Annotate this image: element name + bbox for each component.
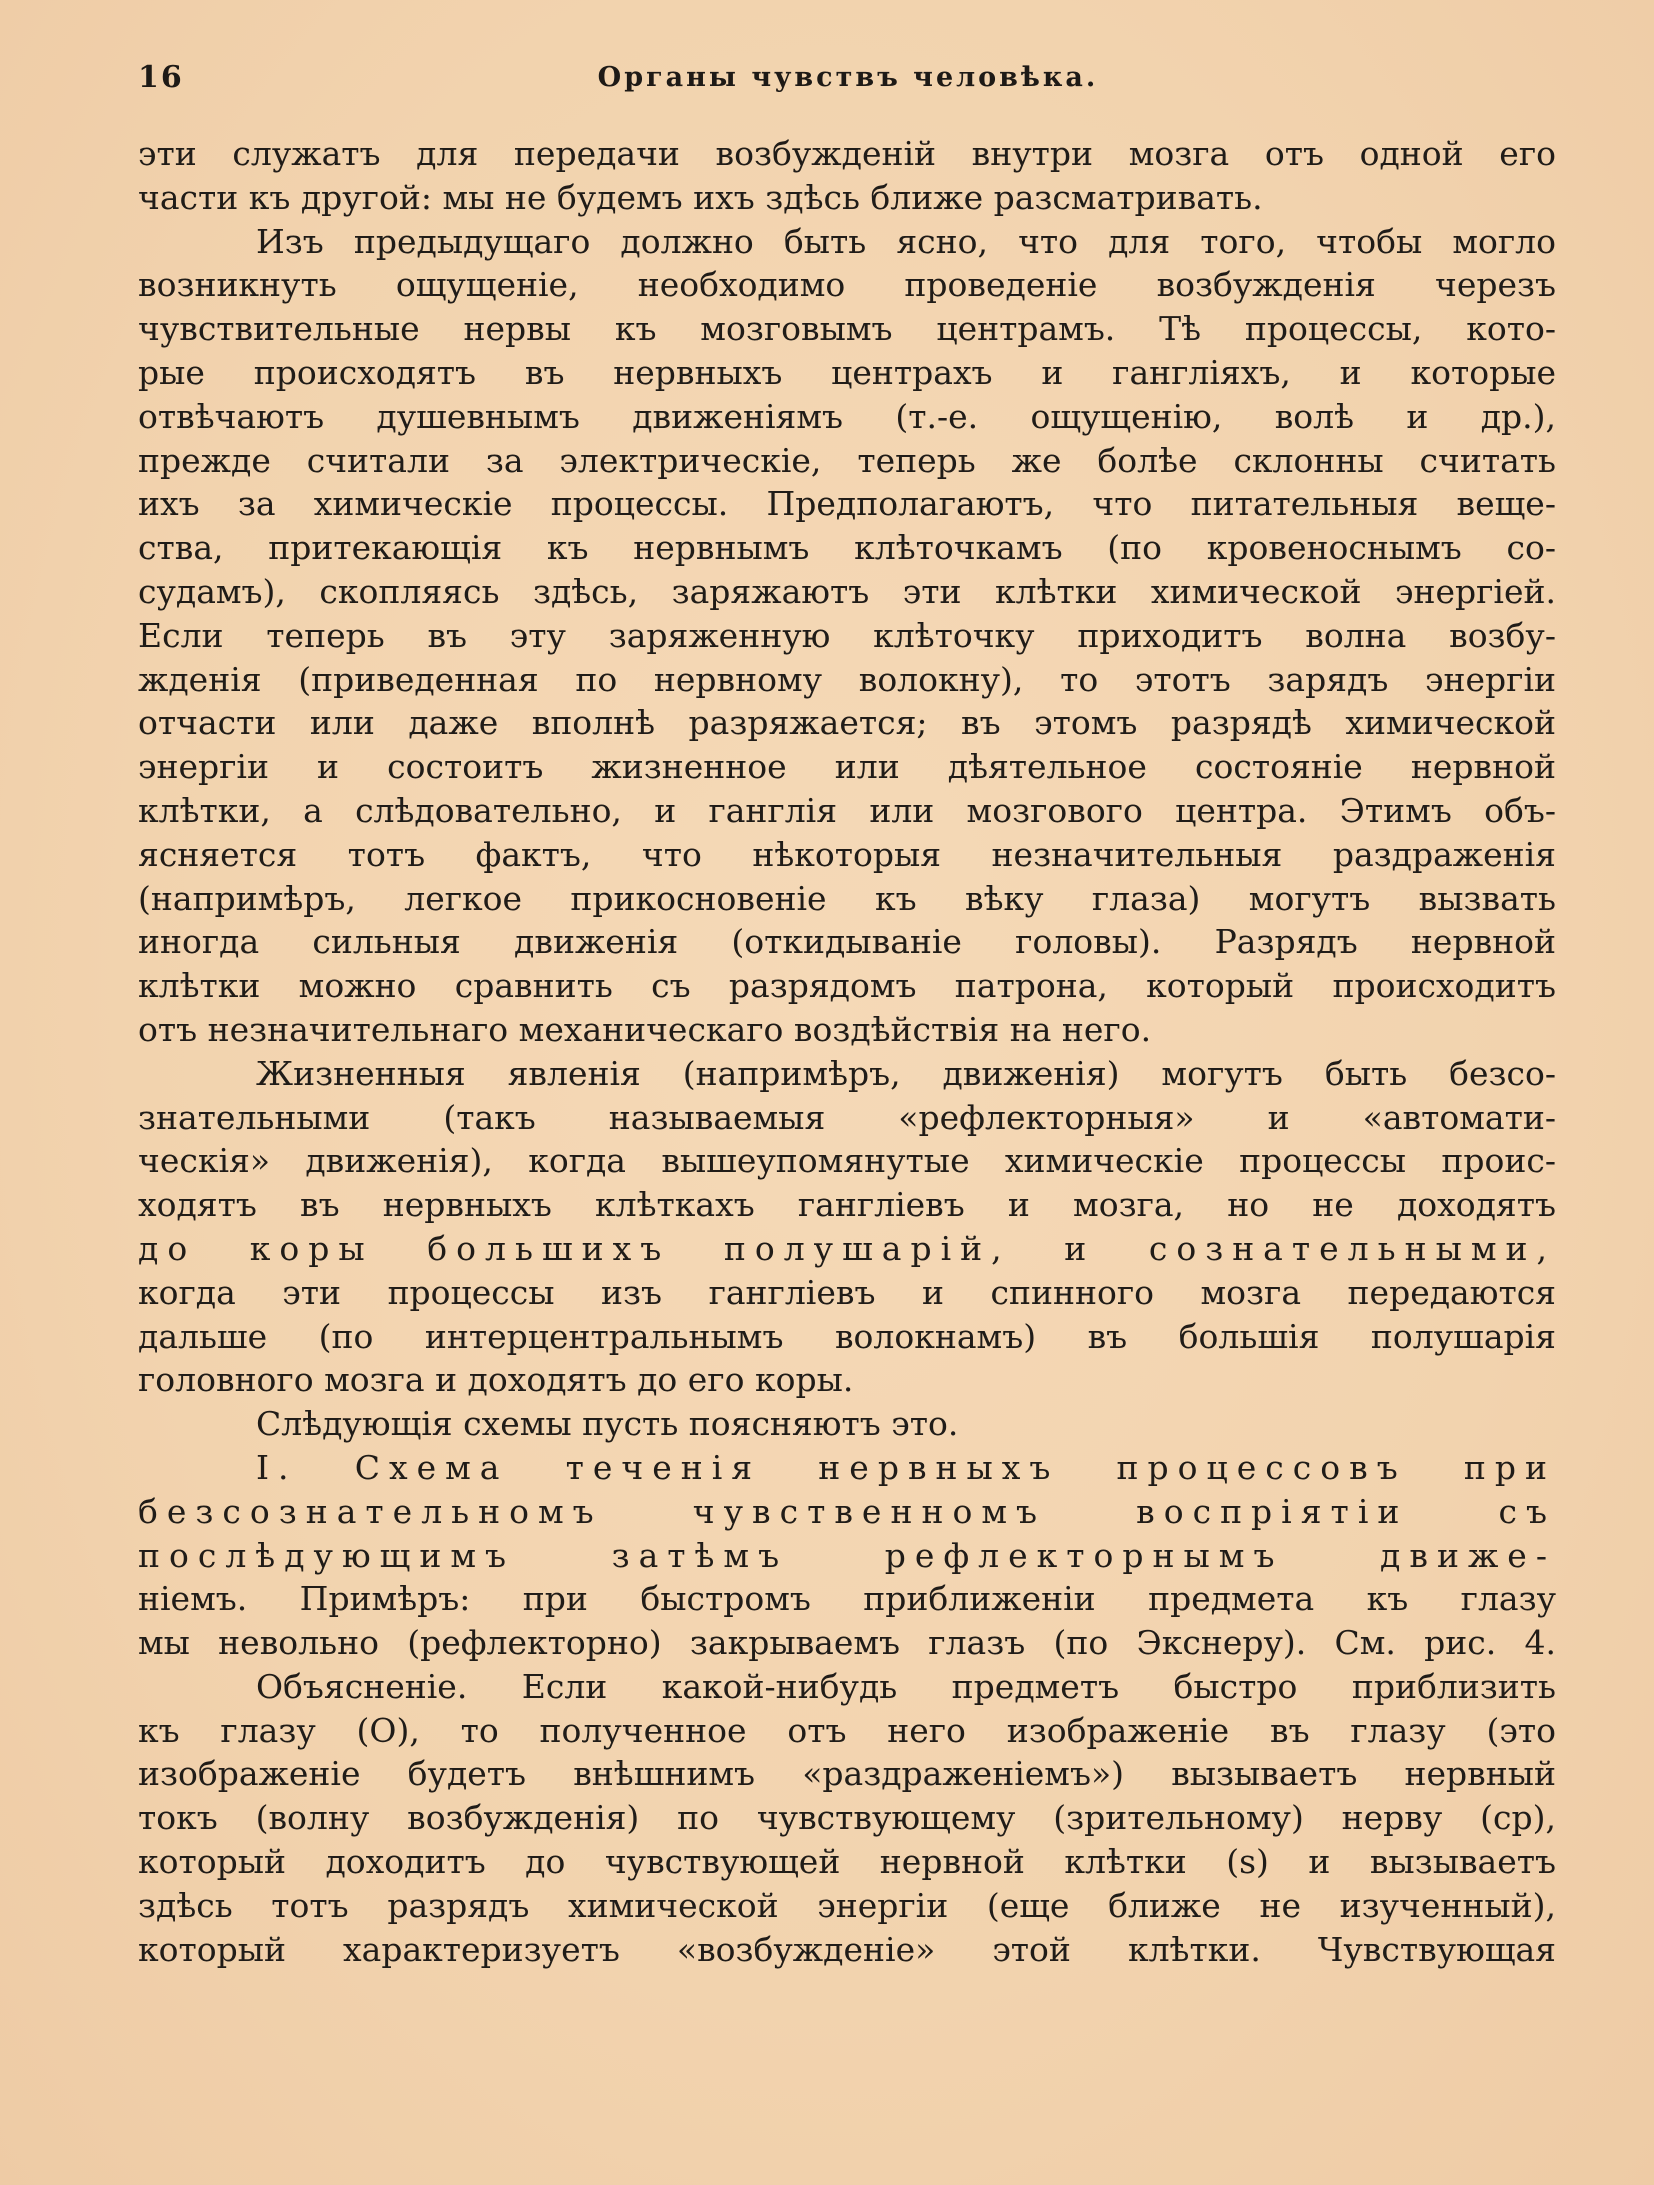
text-line: знательными (такъ называемыя «рефлекторныя» и «автомати- bbox=[138, 1097, 1556, 1137]
text-line: Изъ предыдущаго должно быть ясно, что для того, чтобы могло bbox=[256, 221, 1556, 261]
text-line: отъ незначительнаго механическаго воздѣйствія на него. bbox=[138, 1009, 1152, 1049]
text-line: безсознательномъ чувственномъ воспріятіи съ bbox=[138, 1491, 1556, 1531]
text-line: энергіи и состоитъ жизненное или дѣятельное состояніе нервной bbox=[138, 747, 1556, 787]
text-line: до коры большихъ полушарій, и сознательными, bbox=[138, 1228, 1556, 1268]
text-line: клѣтки можно сравнить съ разрядомъ патрона, который происходитъ bbox=[138, 966, 1556, 1006]
text-line: Объясненіе. Если какой-нибудь предметъ быстро приблизить bbox=[256, 1666, 1556, 1706]
text-line: ческія» движенія), когда вышеупомянутые химическіе процессы проис- bbox=[138, 1141, 1556, 1181]
text-line: къ глазу (O), то полученное отъ него изображеніе въ глазу (это bbox=[138, 1710, 1556, 1750]
text-line: Если теперь въ эту заряженную клѣточку приходитъ волна возбу- bbox=[138, 615, 1556, 655]
text-line: прежде считали за электрическіе, теперь же болѣе склонны считать bbox=[138, 440, 1556, 480]
text-line: Жизненныя явленія (напримѣръ, движенія) могутъ быть безсо- bbox=[256, 1053, 1556, 1093]
text-line: ства, притекающія къ нервнымъ клѣточкамъ (по кровеноснымъ со- bbox=[138, 528, 1556, 568]
text-line: чувствительные нервы къ мозговымъ центрамъ. Тѣ процессы, кото- bbox=[138, 309, 1556, 349]
text-line: дальше (по интерцентральнымъ волокнамъ) въ большія полушарія bbox=[138, 1316, 1556, 1356]
running-title: Органы чувствъ человѣка. bbox=[597, 62, 1099, 93]
text-line: ихъ за химическіе процессы. Предполагаютъ, что питательныя веще- bbox=[138, 484, 1556, 524]
text-line: эти служатъ для передачи возбужденій внутри мозга отъ одной его bbox=[138, 134, 1556, 173]
page-header bbox=[138, 58, 1558, 104]
text-line: который доходитъ до чувствующей нервной клѣтки (s) и вызываетъ bbox=[138, 1842, 1556, 1882]
text-line: послѣдующимъ затѣмъ рефлекторнымъ движе- bbox=[138, 1535, 1556, 1575]
text-line: ходятъ въ нервныхъ клѣткахъ гангліевъ и мозга, но не доходятъ bbox=[138, 1185, 1556, 1225]
text-line: рые происходятъ въ нервныхъ центрахъ и гангліяхъ, и которые bbox=[138, 352, 1556, 392]
text-line: токъ (волну возбужденія) по чувствующему (зрительному) нерву (cp), bbox=[138, 1798, 1556, 1838]
text-line: иногда сильныя движенія (откидываніе головы). Разрядъ нервной bbox=[138, 922, 1556, 962]
text-line: ясняется тотъ фактъ, что нѣкоторыя незначительныя раздраженія bbox=[138, 834, 1556, 874]
text-line: судамъ), скопляясь здѣсь, заряжаютъ эти клѣтки химической энергіей. bbox=[138, 571, 1556, 611]
text-line: клѣтки, а слѣдовательно, и ганглія или мозгового центра. Этимъ объ- bbox=[138, 790, 1556, 830]
text-line: отчасти или даже вполнѣ разряжается; въ этомъ разрядѣ химической bbox=[138, 703, 1556, 743]
text-line: головного мозга и доходятъ до его коры. bbox=[138, 1360, 854, 1400]
text-line: изображеніе будетъ внѣшнимъ «раздраженіемъ») вызываетъ нервный bbox=[138, 1754, 1556, 1794]
text-line: когда эти процессы изъ гангліевъ и спинного мозга передаются bbox=[138, 1272, 1556, 1312]
text-line: жденія (приведенная по нервному волокну), то этотъ зарядъ энергіи bbox=[138, 659, 1556, 699]
text-line: мы невольно (рефлекторно) закрываемъ глазъ (по Экснеру). См. рис. 4. bbox=[138, 1623, 1556, 1663]
text-line: (напримѣръ, легкое прикосновеніе къ вѣку глаза) могутъ вызвать bbox=[138, 878, 1556, 918]
text-line: возникнуть ощущеніе, необходимо проведеніе возбужденія черезъ bbox=[138, 265, 1556, 305]
page-number: 16 bbox=[138, 60, 184, 95]
text-line: части къ другой: мы не будемъ ихъ здѣсь ближе разсматривать. bbox=[138, 177, 1263, 217]
text-line: ніемъ. Примѣръ: при быстромъ приближеніи предмета къ глазу bbox=[138, 1579, 1556, 1619]
text-line: I. Схема теченія нервныхъ процессовъ при bbox=[256, 1447, 1556, 1487]
text-line: здѣсь тотъ разрядъ химической энергіи (еще ближе не изученный), bbox=[138, 1885, 1556, 1925]
body-text bbox=[138, 132, 1556, 1971]
text-line: который характеризуетъ «возбужденіе» этой клѣтки. Чувствующая bbox=[138, 1929, 1556, 1969]
text-line: отвѣчаютъ душевнымъ движеніямъ (т.-е. ощущенію, волѣ и др.), bbox=[138, 396, 1556, 436]
text-line: Слѣдующія схемы пусть поясняютъ это. bbox=[256, 1404, 959, 1444]
